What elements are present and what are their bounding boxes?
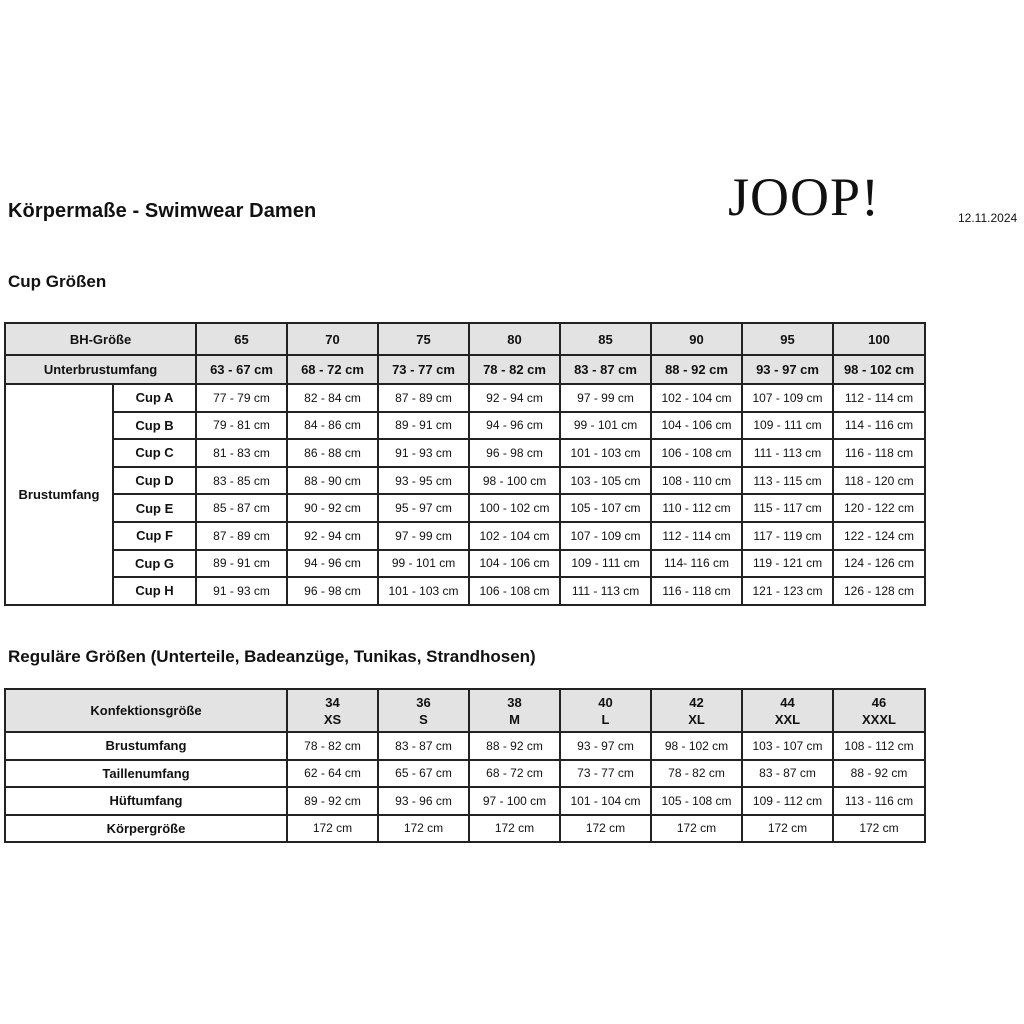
bh-size-cell: 70	[287, 323, 378, 355]
bust-value-cell: 91 - 93 cm	[378, 439, 469, 467]
bust-value-cell: 89 - 91 cm	[196, 550, 287, 578]
bust-value-cell: 96 - 98 cm	[287, 577, 378, 605]
underbust-cell: 98 - 102 cm	[833, 355, 925, 384]
measure-value-cell: 68 - 72 cm	[469, 760, 560, 788]
measure-value-cell: 97 - 100 cm	[469, 787, 560, 815]
measure-value-cell: 103 - 107 cm	[742, 732, 833, 760]
bust-value-cell: 105 - 107 cm	[560, 494, 651, 522]
size-letter: L	[601, 711, 610, 727]
bust-value-cell: 118 - 120 cm	[833, 467, 925, 495]
bust-value-cell: 94 - 96 cm	[287, 550, 378, 578]
cup-label: Cup D	[113, 467, 196, 495]
measure-value-cell: 83 - 87 cm	[742, 760, 833, 788]
cup-label: Cup B	[113, 412, 196, 440]
bust-value-cell: 116 - 118 cm	[651, 577, 742, 605]
bh-size-cell: 85	[560, 323, 651, 355]
bust-value-cell: 83 - 85 cm	[196, 467, 287, 495]
cup-row	[5, 384, 925, 412]
underbust-cell: 83 - 87 cm	[560, 355, 651, 384]
measure-value-cell: 93 - 96 cm	[378, 787, 469, 815]
cup-row	[5, 577, 925, 605]
underbust-cell: 93 - 97 cm	[742, 355, 833, 384]
bust-value-cell: 92 - 94 cm	[287, 522, 378, 550]
bust-value-cell: 84 - 86 cm	[287, 412, 378, 440]
document-date: 12.11.2024	[958, 211, 1018, 225]
measure-label: Taillenumfang	[5, 760, 287, 788]
measure-label: Brustumfang	[5, 732, 287, 760]
size-letter: XS	[323, 711, 342, 727]
measure-value-cell: 172 cm	[469, 815, 560, 843]
measure-value-cell: 78 - 82 cm	[651, 760, 742, 788]
page-title: Körpermaße - Swimwear Damen	[8, 200, 317, 222]
measure-value-cell: 172 cm	[287, 815, 378, 843]
measure-value-cell: 73 - 77 cm	[560, 760, 651, 788]
measure-value-cell: 88 - 92 cm	[833, 760, 925, 788]
bust-value-cell: 112 - 114 cm	[651, 522, 742, 550]
bust-value-cell: 104 - 106 cm	[651, 412, 742, 440]
measure-value-cell: 172 cm	[560, 815, 651, 843]
bust-value-cell: 114 - 116 cm	[833, 412, 925, 440]
bust-value-cell: 87 - 89 cm	[196, 522, 287, 550]
bust-value-cell: 111 - 113 cm	[560, 577, 651, 605]
bust-value-cell: 126 - 128 cm	[833, 577, 925, 605]
size-letter: XXL	[774, 711, 801, 727]
size-number: 46	[871, 694, 887, 710]
regular-size-table	[4, 688, 926, 843]
measure-value-cell: 93 - 97 cm	[560, 732, 651, 760]
cup-row	[5, 439, 925, 467]
measure-value-cell: 98 - 102 cm	[651, 732, 742, 760]
bust-value-cell: 92 - 94 cm	[469, 384, 560, 412]
bh-size-cell: 65	[196, 323, 287, 355]
underbust-cell: 78 - 82 cm	[469, 355, 560, 384]
underbust-cell: 88 - 92 cm	[651, 355, 742, 384]
cup-label: Cup A	[113, 384, 196, 412]
measure-value-cell: 108 - 112 cm	[833, 732, 925, 760]
bust-value-cell: 85 - 87 cm	[196, 494, 287, 522]
bust-value-cell: 108 - 110 cm	[651, 467, 742, 495]
measure-value-cell: 113 - 116 cm	[833, 787, 925, 815]
bh-size-cell: 75	[378, 323, 469, 355]
bh-size-label: BH-Größe	[5, 323, 196, 355]
bust-value-cell: 100 - 102 cm	[469, 494, 560, 522]
measure-value-cell: 62 - 64 cm	[287, 760, 378, 788]
cup-row	[5, 494, 925, 522]
bust-value-cell: 81 - 83 cm	[196, 439, 287, 467]
cup-section-heading: Cup Größen	[8, 272, 107, 291]
cup-row	[5, 522, 925, 550]
measure-value-cell: 172 cm	[833, 815, 925, 843]
cup-label: Cup E	[113, 494, 196, 522]
bust-value-cell: 98 - 100 cm	[469, 467, 560, 495]
regular-section-heading: Reguläre Größen (Unterteile, Badeanzüge, Tunikas, Strandhosen)	[8, 647, 536, 666]
measure-row	[5, 787, 925, 815]
bust-value-cell: 121 - 123 cm	[742, 577, 833, 605]
bh-size-row	[5, 323, 925, 355]
bust-value-cell: 119 - 121 cm	[742, 550, 833, 578]
measure-value-cell: 65 - 67 cm	[378, 760, 469, 788]
underbust-cell: 63 - 67 cm	[196, 355, 287, 384]
bh-size-cell: 80	[469, 323, 560, 355]
size-number: 42	[689, 694, 704, 710]
konfektion-size-cell	[651, 689, 742, 732]
underbust-label: Unterbrustumfang	[5, 355, 196, 384]
bust-value-cell: 115 - 117 cm	[742, 494, 833, 522]
bust-value-cell: 96 - 98 cm	[469, 439, 560, 467]
cup-row	[5, 550, 925, 578]
bust-value-cell: 95 - 97 cm	[378, 494, 469, 522]
underbust-row	[5, 355, 925, 384]
measure-value-cell: 89 - 92 cm	[287, 787, 378, 815]
bust-value-cell: 79 - 81 cm	[196, 412, 287, 440]
measure-value-cell: 109 - 112 cm	[742, 787, 833, 815]
bust-value-cell: 102 - 104 cm	[469, 522, 560, 550]
cup-size-table	[4, 322, 926, 606]
bust-value-cell: 111 - 113 cm	[742, 439, 833, 467]
bust-value-cell: 99 - 101 cm	[560, 412, 651, 440]
measure-value-cell: 88 - 92 cm	[469, 732, 560, 760]
bust-value-cell: 112 - 114 cm	[833, 384, 925, 412]
konfektion-size-cell	[560, 689, 651, 732]
bust-value-cell: 77 - 79 cm	[196, 384, 287, 412]
measure-row	[5, 732, 925, 760]
bust-value-cell: 109 - 111 cm	[742, 412, 833, 440]
bust-value-cell: 113 - 115 cm	[742, 467, 833, 495]
bust-value-cell: 110 - 112 cm	[651, 494, 742, 522]
bust-value-cell: 107 - 109 cm	[742, 384, 833, 412]
bust-value-cell: 86 - 88 cm	[287, 439, 378, 467]
size-number: 44	[780, 694, 795, 710]
size-number: 40	[598, 694, 613, 710]
measure-label: Hüftumfang	[5, 787, 287, 815]
cup-label: Cup G	[113, 550, 196, 578]
underbust-cell: 68 - 72 cm	[287, 355, 378, 384]
measure-row	[5, 815, 925, 843]
bust-value-cell: 106 - 108 cm	[651, 439, 742, 467]
size-letter: XXXL	[862, 711, 896, 727]
bust-value-cell: 101 - 103 cm	[378, 577, 469, 605]
size-letter: XL	[688, 711, 705, 727]
bust-value-cell: 94 - 96 cm	[469, 412, 560, 440]
konfektion-label: Konfektionsgröße	[5, 689, 287, 732]
bust-value-cell: 117 - 119 cm	[742, 522, 833, 550]
bust-value-cell: 97 - 99 cm	[560, 384, 651, 412]
bust-value-cell: 88 - 90 cm	[287, 467, 378, 495]
konfektion-size-cell	[378, 689, 469, 732]
cup-row	[5, 467, 925, 495]
konfektion-size-cell	[833, 689, 925, 732]
cup-label: Cup C	[113, 439, 196, 467]
bust-value-cell: 116 - 118 cm	[833, 439, 925, 467]
bust-value-cell: 93 - 95 cm	[378, 467, 469, 495]
bust-value-cell: 91 - 93 cm	[196, 577, 287, 605]
size-number: 38	[507, 694, 522, 710]
underbust-cell: 73 - 77 cm	[378, 355, 469, 384]
cup-row	[5, 412, 925, 440]
bust-value-cell: 102 - 104 cm	[651, 384, 742, 412]
bust-value-cell: 106 - 108 cm	[469, 577, 560, 605]
brand-logo: JOOP!	[728, 167, 881, 227]
bust-value-cell: 124 - 126 cm	[833, 550, 925, 578]
size-letter: M	[509, 711, 520, 727]
konfektion-size-cell	[469, 689, 560, 732]
cup-label: Cup H	[113, 577, 196, 605]
bust-value-cell: 107 - 109 cm	[560, 522, 651, 550]
measure-value-cell: 101 - 104 cm	[560, 787, 651, 815]
bust-value-cell: 109 - 111 cm	[560, 550, 651, 578]
bh-size-cell: 95	[742, 323, 833, 355]
measure-value-cell: 172 cm	[651, 815, 742, 843]
bust-value-cell: 122 - 124 cm	[833, 522, 925, 550]
bust-value-cell: 120 - 122 cm	[833, 494, 925, 522]
bust-value-cell: 101 - 103 cm	[560, 439, 651, 467]
size-letter: S	[419, 711, 428, 727]
bh-size-cell: 100	[833, 323, 925, 355]
bust-value-cell: 114- 116 cm	[651, 550, 742, 578]
cup-label: Cup F	[113, 522, 196, 550]
konfektion-size-cell	[287, 689, 378, 732]
bust-value-cell: 87 - 89 cm	[378, 384, 469, 412]
size-number: 36	[416, 694, 431, 710]
measure-value-cell: 78 - 82 cm	[287, 732, 378, 760]
size-number: 34	[325, 694, 340, 710]
measure-label: Körpergröße	[5, 815, 287, 843]
measure-value-cell: 105 - 108 cm	[651, 787, 742, 815]
konfektion-size-cell	[742, 689, 833, 732]
bust-value-cell: 90 - 92 cm	[287, 494, 378, 522]
bust-label: Brustumfang	[5, 384, 113, 605]
measure-value-cell: 172 cm	[742, 815, 833, 843]
bust-value-cell: 103 - 105 cm	[560, 467, 651, 495]
bh-size-cell: 90	[651, 323, 742, 355]
konfektion-row	[5, 689, 925, 732]
measure-value-cell: 83 - 87 cm	[378, 732, 469, 760]
measure-value-cell: 172 cm	[378, 815, 469, 843]
bust-value-cell: 89 - 91 cm	[378, 412, 469, 440]
bust-value-cell: 99 - 101 cm	[378, 550, 469, 578]
bust-value-cell: 82 - 84 cm	[287, 384, 378, 412]
bust-value-cell: 97 - 99 cm	[378, 522, 469, 550]
measure-row	[5, 760, 925, 788]
bust-value-cell: 104 - 106 cm	[469, 550, 560, 578]
